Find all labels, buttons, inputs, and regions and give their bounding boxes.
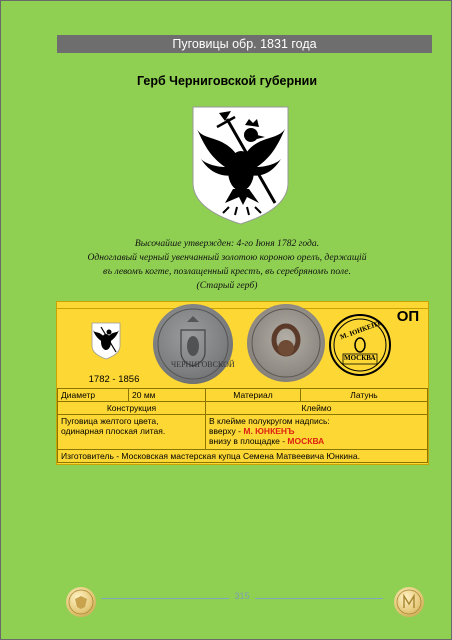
stamp-line-top — [209, 426, 424, 436]
eagle-medal-icon — [66, 587, 96, 617]
description-line: Одноглавый черный увенчанный золотою короною орелъ, держащій — [87, 252, 367, 263]
table-row — [58, 450, 428, 463]
coat-of-arms-image — [189, 105, 292, 226]
gold-button-icon — [66, 587, 96, 617]
stamp-label: Клеймо — [206, 402, 428, 415]
page-header: Пуговицы обр. 1831 года — [57, 35, 432, 53]
page-number: 315 — [234, 591, 250, 601]
construction-text: Пуговица желтого цвета, одинарная плоская литая. — [58, 415, 206, 450]
button-front-inscription: ЧЕРНИГОВСКОЙ — [171, 360, 235, 369]
button-front-photo — [153, 304, 233, 384]
stamp-line-bottom — [209, 436, 424, 446]
table-row — [58, 402, 428, 415]
button-info-card — [56, 301, 429, 465]
stamp-top-text: М. ЮНКЕНЪ — [338, 318, 384, 342]
button-back-photo — [247, 304, 325, 382]
stamp-line-bottom-prefix: внизу в площадке - — [209, 436, 288, 446]
rarity-badge: ОП — [396, 308, 420, 325]
stamp-description — [206, 415, 428, 450]
button-specs-table — [57, 388, 428, 463]
description-line: Высочайше утвержден: 4-го Іюня 1782 года. — [134, 238, 320, 249]
table-row — [58, 415, 428, 450]
monogram-button-icon — [394, 587, 424, 617]
diameter-value: 20 мм — [129, 389, 206, 402]
stamp-intro: В клейме полукругом надпись: — [209, 416, 330, 426]
coat-of-arms-title: Герб Черниговской губернии — [136, 74, 318, 88]
description-line: въ левомъ когте, позлащенный крестъ, въ серебряномъ поле. — [103, 266, 351, 277]
small-coat-of-arms-icon — [91, 322, 121, 360]
button-front-image — [153, 304, 233, 384]
footer-line — [255, 598, 383, 599]
stamp-line-top-prefix: вверху - — [209, 426, 244, 436]
button-back-image — [247, 304, 325, 382]
card-divider — [57, 308, 428, 309]
diameter-label: Диаметр — [58, 389, 129, 402]
monogram-medal-icon — [394, 587, 424, 617]
stamp-bottom-text: МОСКВА — [344, 354, 376, 362]
description-line: (Старый герб) — [196, 280, 258, 291]
table-row — [58, 389, 428, 402]
coat-of-arms-description — [21, 237, 433, 293]
manufacturer-text: Изготовитель - Московская мастерская купца Семена Матвеевича Юнкина. — [58, 450, 428, 463]
material-label: Материал — [206, 389, 301, 402]
stamp-line-bottom-value: МОСКВА — [287, 436, 325, 446]
stamp-line-top-value: М. ЮНКЕНЪ — [243, 426, 295, 436]
years-label: 1782 - 1856 — [88, 374, 140, 385]
footer-line — [101, 598, 229, 599]
construction-label: Конструкция — [58, 402, 206, 415]
material-value: Латунь — [301, 389, 428, 402]
